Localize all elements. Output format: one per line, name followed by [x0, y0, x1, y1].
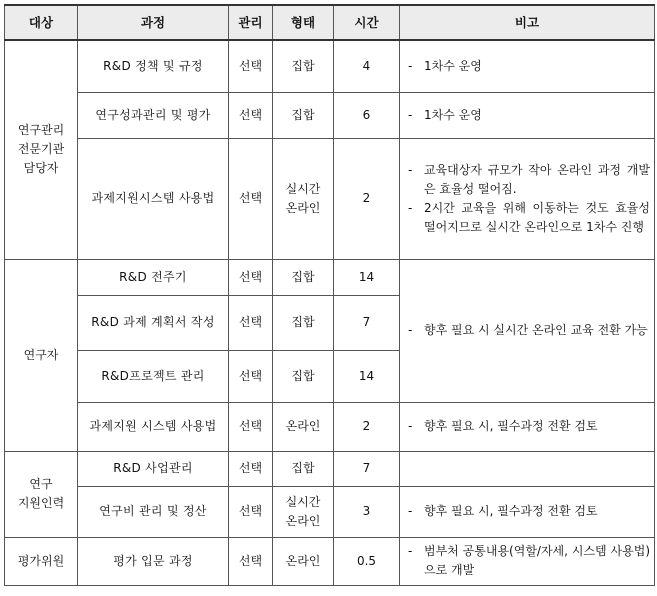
course-cell: R&D 사업관리 [78, 451, 229, 486]
remark-item [408, 57, 650, 76]
course-cell: 과제지원 시스템 사용법 [78, 402, 229, 451]
target-line: 평가위원 [17, 553, 65, 568]
hours-cell: 4 [334, 40, 400, 92]
mgmt-cell: 선택 [229, 138, 273, 259]
format-line: 집합 [291, 461, 315, 475]
mgmt-cell: 선택 [229, 451, 273, 486]
remark-dash: - [408, 544, 413, 558]
remark-text: 교육대상자 규모가 작아 온라인 과정 개발은 효율성 떨어짐. [424, 162, 650, 196]
remark-item [408, 502, 650, 521]
target-cell [5, 40, 78, 259]
header-course: 과정 [78, 5, 229, 40]
mgmt-cell: 선택 [229, 537, 273, 585]
course-cell: R&D 전주기 [78, 259, 229, 295]
hours-cell: 3 [334, 486, 400, 537]
table-row [5, 402, 655, 451]
remark-dash: - [408, 504, 413, 518]
target-line: 담당자 [23, 161, 59, 176]
remark-text: 1차수 운영 [424, 58, 482, 73]
remarks-cell [400, 402, 655, 451]
course-cell: 과제지원시스템 사용법 [78, 138, 229, 259]
remark-item [408, 106, 650, 125]
target-line: 연구관리 [17, 123, 65, 138]
mgmt-cell: 선택 [229, 486, 273, 537]
hours-cell: 7 [334, 295, 400, 350]
remark-item [408, 199, 650, 237]
hours-cell: 2 [334, 138, 400, 259]
format-cell [273, 486, 334, 537]
course-table [4, 4, 655, 586]
course-table-container [4, 4, 655, 586]
format-cell [273, 40, 334, 92]
target-line: 연구자 [23, 347, 59, 362]
table-row [5, 486, 655, 537]
remarks-cell [400, 486, 655, 537]
course-cell: 연구비 관리 및 정산 [78, 486, 229, 537]
hours-cell: 14 [334, 259, 400, 295]
mgmt-cell: 선택 [229, 295, 273, 350]
target-cell [5, 537, 78, 585]
table-row [5, 92, 655, 138]
mgmt-cell: 선택 [229, 402, 273, 451]
remarks-cell [400, 92, 655, 138]
course-cell: R&D 정책 및 규정 [78, 40, 229, 92]
format-line: 집합 [291, 107, 315, 122]
header-mgmt: 관리 [229, 5, 273, 40]
remark-text: 범부처 공통내용(역할/자세, 시스템 사용법)으로 개발 [424, 544, 650, 577]
format-cell [273, 451, 334, 486]
header-format: 형태 [273, 5, 334, 40]
format-line: 집합 [291, 368, 315, 383]
remark-dash: - [408, 162, 413, 177]
course-cell: 평가 입문 과정 [78, 537, 229, 585]
hours-cell: 2 [334, 402, 400, 451]
format-cell [273, 402, 334, 451]
remark-dash: - [408, 58, 413, 73]
format-cell [273, 92, 334, 138]
remark-text: 1차수 운영 [424, 107, 482, 122]
course-cell: R&D 과제 계획서 작성 [78, 295, 229, 350]
format-cell [273, 350, 334, 402]
remark-dash: - [408, 323, 413, 337]
format-cell [273, 537, 334, 585]
remark-item [408, 542, 650, 580]
remarks-cell [400, 537, 655, 585]
target-cell [5, 259, 78, 451]
mgmt-cell: 선택 [229, 350, 273, 402]
mgmt-cell: 선택 [229, 259, 273, 295]
remark-dash: - [408, 107, 413, 122]
table-row [5, 138, 655, 259]
hours-cell: 0.5 [334, 537, 400, 585]
remark-dash: - [408, 200, 413, 215]
hours-cell: 6 [334, 92, 400, 138]
mgmt-cell: 선택 [229, 92, 273, 138]
format-line: 집합 [291, 269, 315, 284]
table-row [5, 537, 655, 585]
table-row [5, 40, 655, 92]
format-line: 온라인 [285, 200, 321, 215]
format-cell [273, 259, 334, 295]
format-line: 온라인 [285, 513, 321, 528]
remark-dash: - [408, 419, 413, 433]
header-target: 대상 [5, 5, 78, 40]
format-cell [273, 295, 334, 350]
remark-item [408, 321, 650, 340]
course-cell: R&D프로젝트 관리 [78, 350, 229, 402]
format-line: 온라인 [285, 553, 321, 568]
remark-text: 향후 필요 시 실시간 온라인 교육 전환 가능 [424, 323, 648, 337]
hours-cell: 14 [334, 350, 400, 402]
format-line: 집합 [291, 58, 315, 73]
remark-item [408, 417, 650, 436]
target-line: 지원인력 [17, 496, 65, 510]
format-line: 실시간 [285, 181, 321, 196]
format-line: 실시간 [285, 494, 321, 509]
remarks-cell [400, 138, 655, 259]
hours-cell: 7 [334, 451, 400, 486]
remarks-cell [400, 451, 655, 486]
target-line: 전문기관 [17, 142, 65, 157]
remark-text: 2시간 교육을 위해 이동하는 것도 효율성 떨어지므로 실시간 온라인으로 1차수 진행 [424, 200, 650, 234]
format-line: 집합 [291, 315, 315, 329]
format-line: 온라인 [285, 419, 321, 433]
format-cell [273, 138, 334, 259]
remarks-cell [400, 40, 655, 92]
target-cell [5, 451, 78, 537]
remarks-cell [400, 259, 655, 402]
table-row [5, 259, 655, 295]
table-row [5, 451, 655, 486]
remark-text: 향후 필요 시, 필수과정 전환 검토 [424, 419, 598, 433]
header-hours: 시간 [334, 5, 400, 40]
target-line: 연구 [29, 477, 53, 491]
header-row [5, 5, 655, 40]
header-remarks: 비고 [400, 5, 655, 40]
course-cell: 연구성과관리 및 평가 [78, 92, 229, 138]
remark-text: 향후 필요 시, 필수과정 전환 검토 [424, 504, 598, 518]
remark-item [408, 161, 650, 199]
mgmt-cell: 선택 [229, 40, 273, 92]
